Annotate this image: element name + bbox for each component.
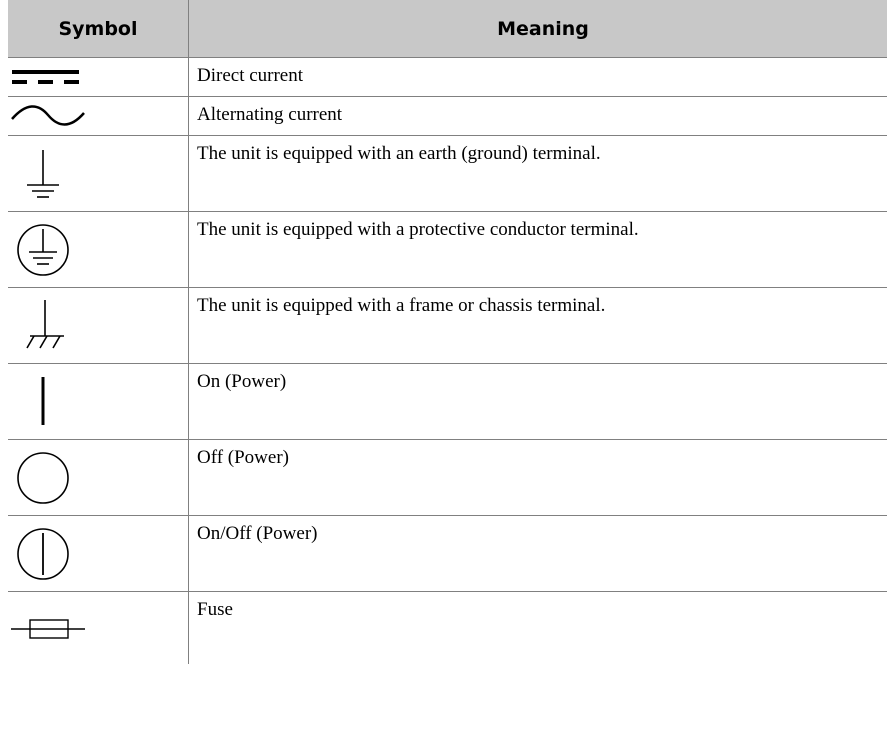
table-row [8,440,887,516]
earth-ground-icon [8,136,188,211]
meaning-cell: The unit is equipped with an earth (ground) terminal. [189,136,887,212]
meaning-cell: On/Off (Power) [189,516,887,592]
table-row [8,136,887,212]
meaning-cell: Off (Power) [189,440,887,516]
symbol-cell [8,58,189,97]
symbol-column-header: Symbol [8,0,189,58]
symbol-cell [8,440,189,516]
power-on-icon [8,364,188,439]
symbol-cell [8,364,189,440]
direct-current-icon [8,58,188,96]
table-row [8,58,887,97]
table-row [8,592,887,665]
symbol-cell [8,97,189,136]
meaning-column-header: Meaning [189,0,887,58]
symbols-table [8,0,887,664]
symbol-cell [8,212,189,288]
table-row [8,516,887,592]
table-header-row [8,0,887,58]
symbol-cell [8,288,189,364]
power-on-off-icon [8,516,188,591]
power-off-icon [8,440,188,515]
table-row [8,97,887,136]
table-row [8,288,887,364]
chassis-terminal-icon [8,288,188,363]
meaning-cell: Direct current [189,58,887,97]
meaning-cell: Fuse [189,592,887,665]
protective-conductor-icon [8,212,188,287]
meaning-cell: On (Power) [189,364,887,440]
symbol-cell [8,592,189,665]
meaning-cell: The unit is equipped with a frame or chassis terminal. [189,288,887,364]
meaning-cell: Alternating current [189,97,887,136]
meaning-cell: The unit is equipped with a protective conductor terminal. [189,212,887,288]
table-row [8,212,887,288]
symbol-cell [8,516,189,592]
table-row [8,364,887,440]
symbol-cell [8,136,189,212]
fuse-icon [8,592,188,664]
alternating-current-icon [8,97,188,135]
